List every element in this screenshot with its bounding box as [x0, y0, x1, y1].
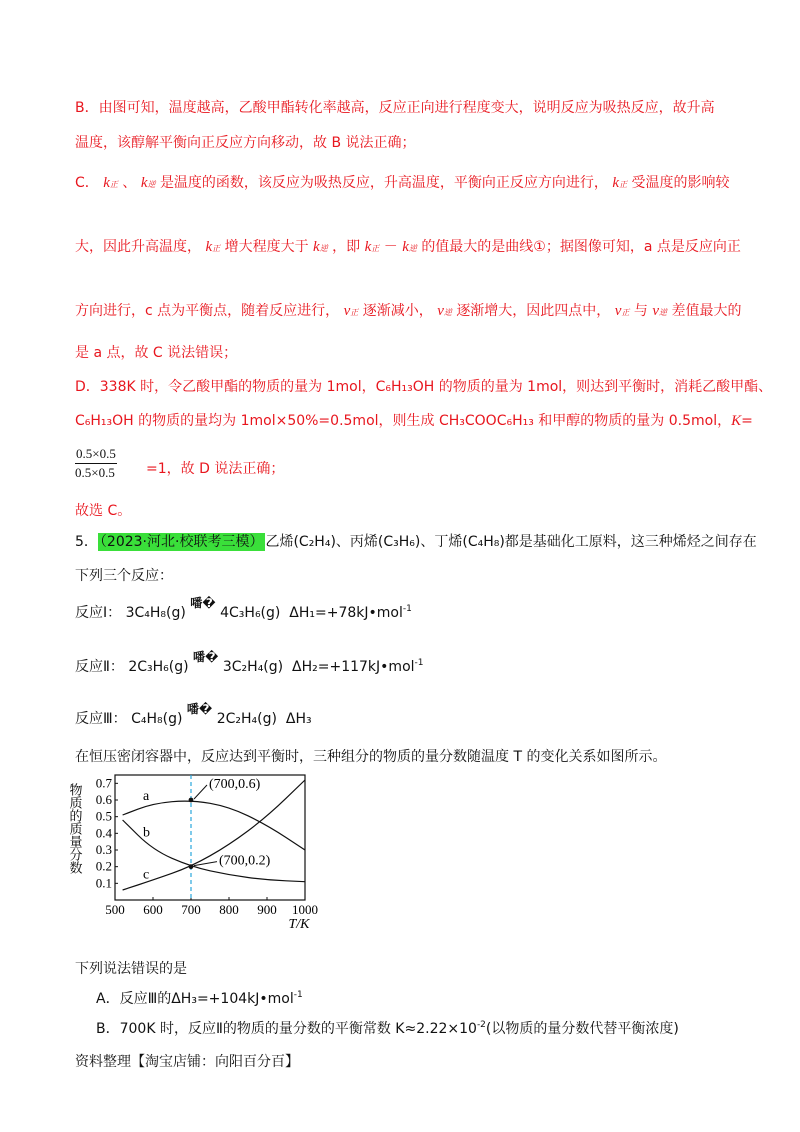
text: 是温度的函数，该反应为吸热反应，升高温度，平衡向正反应方向进行， — [159, 175, 608, 191]
question-number: 5． — [75, 534, 98, 550]
k-forward-symbol: k正 — [205, 239, 221, 255]
footer: 资料整理【淘宝店铺：向阳百分百】 — [75, 1054, 299, 1070]
x-tick-label: 600 — [143, 902, 163, 917]
y-tick-label: 0.5 — [95, 808, 112, 824]
minus-sign: － — [383, 239, 398, 255]
fraction-denominator: 0.5×0.5 — [75, 465, 115, 480]
x-axis-label: T/K — [288, 917, 310, 930]
exponent: -1 — [414, 658, 424, 668]
solution-b-line1: B．由图可知，温度越高，乙酸甲酯转化率越高，反应正向进行程度变大，说明反应为吸热反应，故升高 — [75, 100, 715, 116]
v-forward-symbol: v正 — [614, 303, 630, 319]
text: 反应Ⅱ： — [75, 659, 124, 675]
k-reverse-symbol: k逆 — [402, 239, 417, 255]
v-reverse-symbol: v逆 — [437, 303, 452, 319]
text: C₆H₁₃OH 的物质的量均为 1mol×50%=0.5mol，则生成 CH₃COOC₆H₁₃ 和甲醇的物质的量为 0.5mol， — [75, 413, 732, 429]
source-tag: （2023·河北·校联考三模） — [99, 534, 264, 550]
exponent: -1 — [293, 990, 303, 1000]
exponent: -1 — [402, 604, 412, 614]
enthalpy: ΔH₂=+117kJ•mol — [292, 659, 415, 675]
y-tick-label: 0.4 — [95, 825, 112, 841]
k-forward-symbol: k正 — [103, 175, 118, 191]
fraction-numerator: 0.5×0.5 — [75, 446, 117, 464]
solution-c-line1 — [75, 172, 730, 192]
v-reverse-symbol: v逆 — [652, 303, 668, 319]
text: 受温度的影响较 — [631, 175, 730, 191]
option-b — [96, 1018, 679, 1038]
solution-b-line2: 温度，该醇解平衡向正反应方向移动，故 B 说法正确； — [75, 135, 416, 151]
solution-c-line4: 是 a 点，故 C 说法错误； — [75, 345, 238, 361]
reaction-1 — [75, 596, 412, 622]
enthalpy: ΔH₃ — [285, 711, 312, 727]
question-prompt: 下列说法错误的是 — [75, 961, 187, 977]
text: 逐渐减小， — [362, 303, 433, 319]
text: = — [741, 413, 753, 429]
solution-d-line3: =1，故 D 说法正确； — [146, 461, 285, 477]
annotation-arrow — [194, 785, 207, 799]
y-tick-label: 0.1 — [95, 875, 112, 891]
reaction-3 — [75, 702, 312, 728]
solution-c-line2 — [75, 236, 741, 256]
exponent: -2 — [476, 1020, 486, 1030]
question5-line2: 下列三个反应： — [75, 568, 173, 584]
annotation-label: (700,0.2) — [219, 853, 271, 869]
x-tick-label: 900 — [257, 902, 277, 917]
y-axis-label: 物质的质量分数 — [67, 783, 83, 874]
y-tick-label: 0.2 — [95, 858, 112, 874]
annotation-label: (700,0.6) — [209, 777, 261, 792]
equilibrium-arrow-icon: 噃� — [193, 650, 219, 664]
reactant: 2C₃H₆(g) — [128, 659, 189, 675]
k-reverse-symbol: k逆 — [313, 239, 328, 255]
x-tick-label: 800 — [219, 902, 239, 917]
enthalpy: ΔH₁=+78kJ•mol — [289, 605, 403, 621]
text: 、 — [122, 175, 137, 191]
mole-fraction-chart — [65, 770, 335, 930]
solution-d-line2 — [75, 410, 753, 430]
solution-c-line3 — [75, 300, 741, 320]
question5-line1 — [75, 531, 757, 551]
text: 方向进行，c 点为平衡点，随着反应进行， — [75, 303, 340, 319]
text: 反应Ⅰ： — [75, 605, 122, 621]
series-label-a: a — [143, 789, 150, 804]
answer-line: 故选 C。 — [75, 503, 132, 519]
chart-intro: 在恒压密闭容器中，反应达到平衡时，三种组分的物质的量分数随温度 T 的变化关系如图所示。 — [75, 749, 667, 765]
y-tick-label: 0.7 — [95, 775, 112, 791]
reaction-2 — [75, 650, 424, 676]
x-tick-label: 1000 — [292, 902, 318, 917]
y-tick-label: 0.6 — [95, 792, 112, 807]
y-tick-label: 0.3 — [95, 842, 112, 857]
text: 差值最大的 — [671, 303, 742, 319]
reactant: C₄H₈(g) — [131, 711, 183, 727]
equilibrium-arrow-icon: 噃� — [190, 596, 216, 610]
text: 乙烯(C₂H₄)、丙烯(C₃H₆)、丁烯(C₄H₈)都是基础化工原料，这三种烯烃之间存在 — [265, 534, 757, 550]
v-forward-symbol: v正 — [343, 303, 359, 319]
product: 4C₃H₆(g) — [220, 605, 281, 621]
text: 大，因此升高温度， — [75, 239, 201, 255]
equilibrium-arrow-icon: 噃� — [186, 702, 213, 716]
text: C． — [75, 175, 99, 191]
text: B．700K 时，反应Ⅱ的物质的量分数的平衡常数 K≈2.22×10 — [96, 1021, 477, 1037]
text: 逐渐增大，因此四点中， — [456, 303, 611, 319]
text: ，即 — [332, 239, 361, 255]
text: 反应Ⅲ： — [75, 711, 127, 727]
k-constant-symbol: K — [731, 413, 742, 429]
text: 的值最大的是曲线①；据图像可知，a 点是反应向正 — [421, 239, 741, 255]
annotation-point — [189, 798, 194, 803]
k-reverse-symbol: k逆 — [140, 175, 156, 191]
reactant: 3C₄H₈(g) — [125, 605, 186, 621]
fraction — [75, 446, 117, 481]
option-a — [96, 988, 303, 1008]
product: 2C₂H₄(g) — [216, 711, 277, 727]
x-tick-label: 700 — [181, 902, 201, 917]
text: 增大程度大于 — [224, 239, 309, 255]
series-label-b: b — [143, 825, 150, 841]
annotation-point — [189, 864, 194, 869]
text: (以物质的量分数代替平衡浓度) — [485, 1021, 679, 1037]
text: A．反应Ⅲ的ΔH₃=+104kJ•mol — [96, 991, 294, 1007]
k-forward-symbol: k正 — [612, 175, 628, 191]
x-tick-label: 500 — [105, 902, 125, 917]
k-forward-symbol: k正 — [364, 239, 380, 255]
product: 3C₂H₄(g) — [222, 659, 284, 675]
series-label-c: c — [143, 867, 150, 883]
solution-d-line1: D．338K 时，令乙酸甲酯的物质的量为 1mol，C₆H₁₃OH 的物质的量为 1mol，则达到平衡时，消耗乙酸甲酯、 — [75, 379, 773, 395]
text: 与 — [633, 303, 648, 319]
